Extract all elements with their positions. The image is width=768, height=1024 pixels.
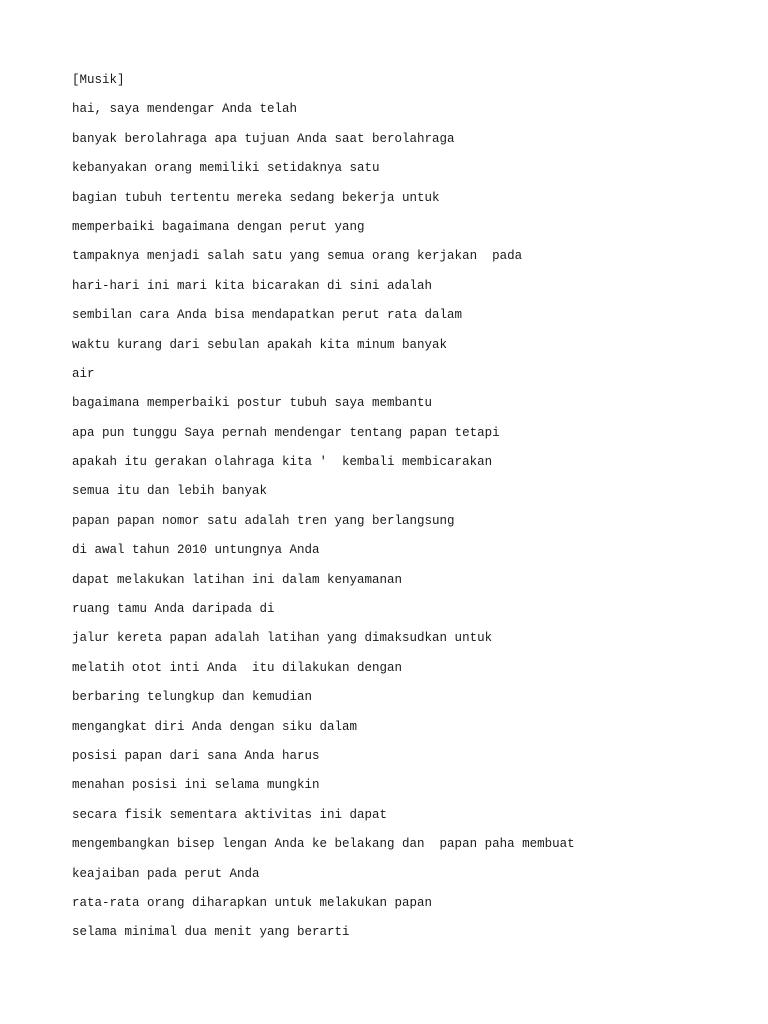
transcript-line: mengembangkan bisep lengan Anda ke belakang dan papan paha membuat bbox=[72, 837, 575, 852]
transcript-line: di awal tahun 2010 untungnya Anda bbox=[72, 543, 320, 558]
transcript-line: hari-hari ini mari kita bicarakan di sini adalah bbox=[72, 278, 433, 293]
transcript-line: memperbaiki bagaimana dengan perut yang bbox=[72, 219, 365, 234]
transcript-line: bagian tubuh tertentu mereka sedang bekerja untuk bbox=[72, 190, 440, 205]
transcript-line: dapat melakukan latihan ini dalam kenyamanan bbox=[72, 572, 403, 587]
transcript-line: selama minimal dua menit yang berarti bbox=[72, 925, 350, 940]
transcript-line: [Musik] bbox=[72, 73, 125, 87]
transcript-line: jalur kereta papan adalah latihan yang dimaksudkan untuk bbox=[72, 631, 493, 646]
transcript-line: keajaiban pada perut Anda bbox=[72, 866, 260, 881]
transcript-line: hai, saya mendengar Anda telah bbox=[72, 102, 298, 117]
transcript-line: menahan posisi ini selama mungkin bbox=[72, 778, 320, 793]
transcript-line: bagaimana memperbaiki postur tubuh saya membantu bbox=[72, 396, 433, 411]
transcript-line: ruang tamu Anda daripada di bbox=[72, 602, 275, 617]
transcript-line: apakah itu gerakan olahraga kita ' kembali membicarakan bbox=[72, 455, 493, 470]
transcript-line: melatih otot inti Anda itu dilakukan dengan bbox=[72, 660, 403, 675]
transcript-line: rata-rata orang diharapkan untuk melakukan papan bbox=[72, 895, 433, 910]
transcript-line: papan papan nomor satu adalah tren yang berlangsung bbox=[72, 513, 455, 528]
transcript-line: apa pun tunggu Saya pernah mendengar tentang papan tetapi bbox=[72, 425, 500, 440]
transcript-body bbox=[72, 71, 752, 953]
transcript-line: secara fisik sementara aktivitas ini dapat bbox=[72, 807, 388, 822]
transcript-line: mengangkat diri Anda dengan siku dalam bbox=[72, 719, 358, 734]
transcript-line: air bbox=[72, 366, 95, 381]
transcript-line: posisi papan dari sana Anda harus bbox=[72, 748, 320, 763]
transcript-line: sembilan cara Anda bisa mendapatkan perut rata dalam bbox=[72, 308, 463, 323]
transcript-line: waktu kurang dari sebulan apakah kita minum banyak bbox=[72, 337, 448, 352]
transcript-line: tampaknya menjadi salah satu yang semua orang kerjakan pada bbox=[72, 249, 523, 264]
transcript-line: semua itu dan lebih banyak bbox=[72, 484, 268, 499]
transcript-line: banyak berolahraga apa tujuan Anda saat berolahraga bbox=[72, 131, 455, 146]
transcript-line: berbaring telungkup dan kemudian bbox=[72, 690, 313, 705]
transcript-line: kebanyakan orang memiliki setidaknya satu bbox=[72, 161, 380, 176]
